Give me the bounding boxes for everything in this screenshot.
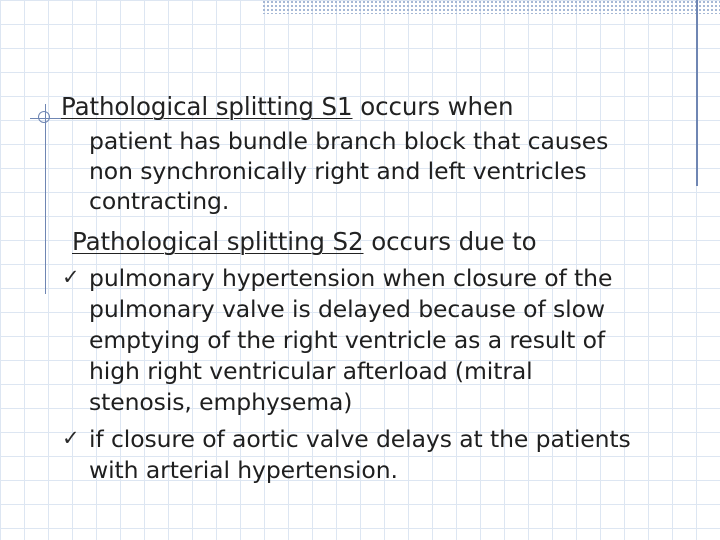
checkmark-icon: ✓ bbox=[62, 426, 80, 450]
bullet1-line: pulmonary valve is delayed because of slow bbox=[89, 295, 605, 323]
s1-heading: Pathological splitting S1 bbox=[61, 92, 353, 121]
s2-heading: Pathological splitting S2 bbox=[72, 227, 364, 256]
paragraph1-first-line bbox=[61, 92, 513, 121]
paragraph2-first-line bbox=[72, 227, 537, 256]
bullet1-line: pulmonary hypertension when closure of the bbox=[89, 264, 613, 292]
s2-heading-continuation: occurs due to bbox=[371, 227, 537, 256]
bullet1-line: stenosis, emphysema) bbox=[89, 388, 353, 416]
s1-heading-continuation: occurs when bbox=[360, 92, 514, 121]
bullet2-line: if closure of aortic valve delays at the patients bbox=[89, 425, 631, 453]
bullet1-line: high right ventricular afterload (mitral bbox=[89, 357, 533, 385]
paragraph1-line: non synchronically right and left ventricles bbox=[89, 157, 587, 185]
bullet2-line: with arterial hypertension. bbox=[89, 456, 398, 484]
checkmark-icon: ✓ bbox=[62, 265, 80, 289]
paragraph1-line: patient has bundle branch block that causes bbox=[89, 127, 609, 155]
paragraph1-line: contracting. bbox=[89, 187, 230, 215]
bullet1-line: emptying of the right ventricle as a result of bbox=[89, 326, 606, 354]
